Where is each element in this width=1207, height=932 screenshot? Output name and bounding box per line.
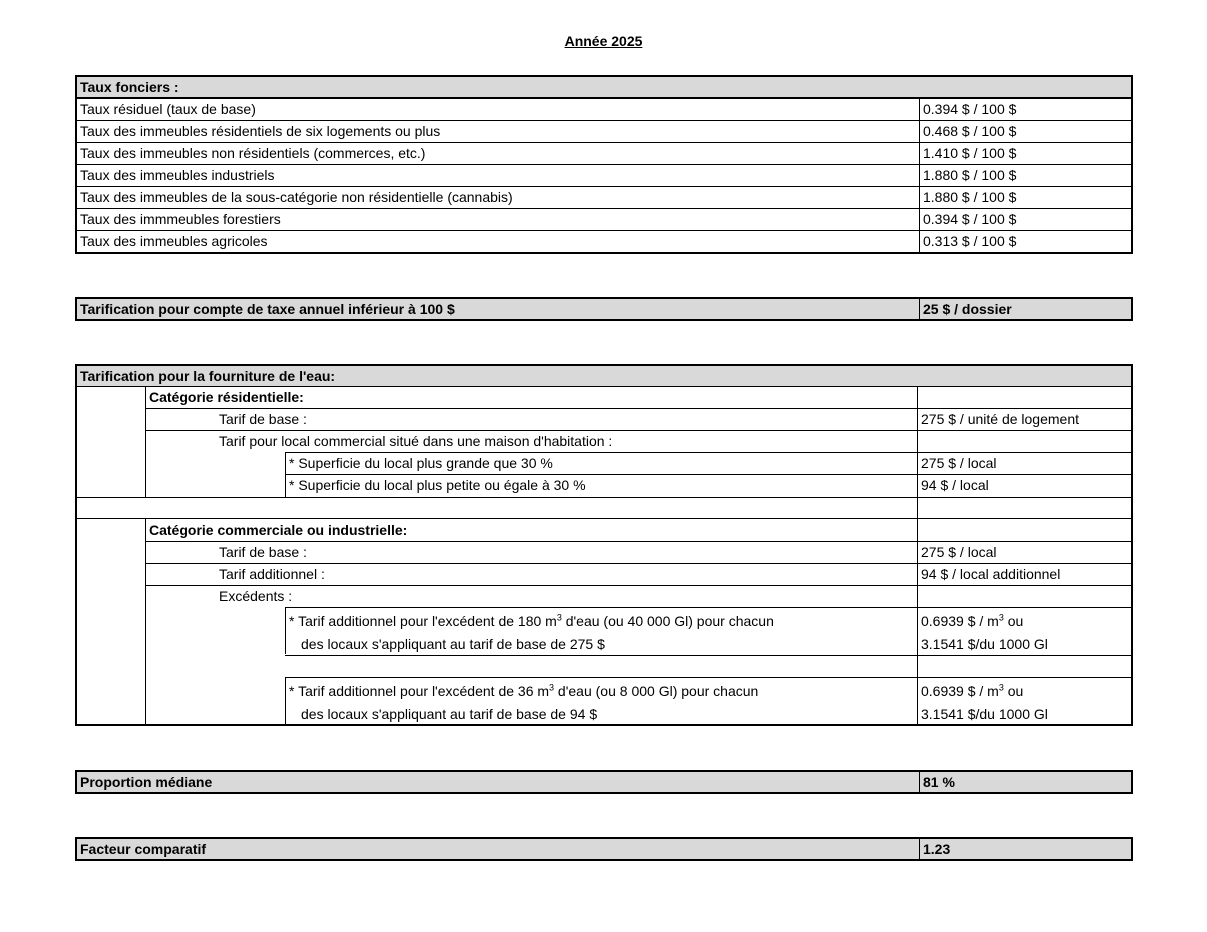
superscript: 3	[998, 612, 1004, 623]
com-tarif-add-value: 94 $ / local additionnel	[921, 566, 1061, 582]
table-row	[75, 121, 1133, 143]
superscript: 3	[998, 682, 1004, 693]
row-label: Taux résiduel (taux de base)	[80, 101, 256, 117]
exc2-val1-b: ou	[1003, 683, 1024, 699]
row-value: 1.880 $ / 100 $	[919, 187, 1134, 208]
table-row	[75, 165, 1133, 187]
exc2-line1-a: * Tarif additionnel pour l'excédent de 36 m	[289, 683, 550, 699]
row-value: 0.468 $ / 100 $	[919, 121, 1134, 142]
exc2-line2: des locaux s'appliquant au tarif de base de 94 $	[301, 706, 598, 722]
divider	[285, 607, 1132, 608]
row-value: 0.394 $ / 100 $	[919, 99, 1134, 120]
page-title: Année 2025	[564, 33, 643, 49]
row-value	[919, 772, 1134, 792]
proportion-value: 81 %	[923, 774, 955, 790]
facteur-row	[75, 837, 1133, 861]
exc2-val2: 3.1541 $/du 1000 Gl	[921, 706, 1048, 722]
table-row	[75, 143, 1133, 165]
row-label: Taux des immmeubles forestiers	[80, 211, 281, 227]
exc1-line1-a: * Tarif additionnel pour l'excédent de 180 m	[289, 613, 557, 629]
divider	[145, 585, 1132, 586]
superscript: 3	[556, 612, 562, 623]
taux-fonciers-header	[75, 75, 1133, 99]
exc1-val1	[921, 611, 1023, 632]
res-sup-petite-label: * Superficie du local plus petite ou égale à 30 %	[289, 477, 586, 493]
table-row	[75, 187, 1133, 209]
divider	[917, 387, 918, 726]
res-sup-grande-value: 275 $ / local	[921, 455, 997, 471]
divider	[285, 608, 286, 654]
exc2-val1-a: 0.6939 $ / m	[921, 683, 999, 699]
exc2-line1-b: d'eau (ou 8 000 Gl) pour chacun	[554, 683, 759, 699]
com-tarif-add-label: Tarif additionnel :	[219, 566, 325, 582]
exc2-line1	[289, 681, 758, 702]
row-label: Taux des immeubles résidentiels de six logements ou plus	[80, 123, 441, 139]
res-sup-grande-label: * Superficie du local plus grande que 30 %	[289, 455, 553, 471]
taux-fonciers-header-label: Taux fonciers :	[80, 79, 179, 95]
res-sup-petite-value: 94 $ / local	[921, 477, 989, 493]
divider	[75, 497, 1132, 498]
table-row	[75, 209, 1133, 231]
divider	[285, 453, 286, 497]
row-value: 1.880 $ / 100 $	[919, 165, 1134, 186]
row-label: Tarification pour compte de taxe annuel inférieur à 100 $	[80, 301, 455, 317]
divider	[285, 677, 1132, 678]
exc1-val1-a: 0.6939 $ / m	[921, 613, 999, 629]
res-tarif-base-label: Tarif de base :	[219, 411, 307, 427]
row-value: 0.313 $ / 100 $	[919, 231, 1134, 252]
row-value: 25 $ / dossier	[919, 299, 1134, 319]
row-label: Proportion médiane	[80, 774, 213, 790]
row-value: 1.410 $ / 100 $	[919, 143, 1134, 164]
divider	[285, 678, 286, 726]
row-value: 0.394 $ / 100 $	[919, 209, 1134, 230]
divider	[75, 518, 1132, 519]
row-label: Taux des immeubles agricoles	[80, 233, 268, 249]
eau-header	[75, 364, 1133, 387]
superscript: 3	[549, 682, 555, 693]
exc1-val2: 3.1541 $/du 1000 Gl	[921, 636, 1048, 652]
row-label: Facteur comparatif	[80, 841, 207, 857]
exc1-val1-b: ou	[1003, 613, 1024, 629]
com-tarif-base-label: Tarif de base :	[219, 544, 307, 560]
tarification-compte-row	[75, 297, 1133, 321]
res-tarif-base-value: 275 $ / unité de logement	[921, 411, 1080, 427]
row-label: Taux des immeubles non résidentiels (commerces, etc.)	[80, 145, 426, 161]
residentielle-header: Catégorie résidentielle:	[149, 389, 304, 405]
com-excedents-label: Excédents :	[219, 588, 293, 604]
table-row	[75, 99, 1133, 121]
proportion-row	[75, 770, 1133, 794]
exc2-val1	[921, 681, 1023, 702]
divider	[285, 655, 1132, 656]
res-local-label: Tarif pour local commercial situé dans une maison d'habitation :	[219, 433, 613, 449]
row-label: Taux des immeubles industriels	[80, 167, 275, 183]
exc1-line1-b: d'eau (ou 40 000 Gl) pour chacun	[561, 613, 774, 629]
divider	[145, 387, 146, 497]
commerciale-header: Catégorie commerciale ou industrielle:	[149, 522, 408, 538]
eau-header-label: Tarification pour la fourniture de l'eau:	[80, 368, 336, 384]
exc1-line2: des locaux s'appliquant au tarif de base de 275 $	[301, 636, 605, 652]
divider	[145, 519, 146, 726]
row-label: Taux des immeubles de la sous-catégorie non résidentielle (cannabis)	[80, 189, 513, 205]
com-tarif-base-value: 275 $ / local	[921, 544, 997, 560]
exc1-line1	[289, 611, 774, 632]
row-value: 1.23	[919, 839, 1134, 859]
table-row	[75, 231, 1133, 254]
